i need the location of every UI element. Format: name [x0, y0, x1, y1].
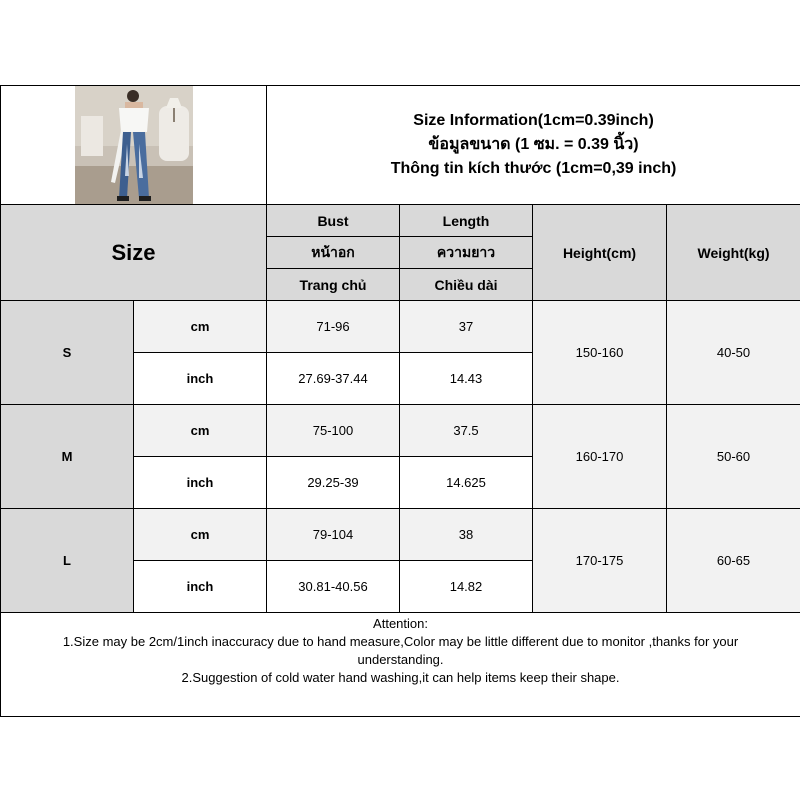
height-m: 160-170 — [533, 405, 667, 509]
size-label-m: M — [1, 405, 134, 509]
length-inch-m: 14.625 — [400, 457, 533, 509]
bust-cm-s: 71-96 — [267, 301, 400, 353]
bust-cm-l: 79-104 — [267, 509, 400, 561]
title-thai: ข้อมูลขนาด (1 ซม. = 0.39 นิ้ว) — [428, 136, 639, 153]
size-info-title — [267, 86, 800, 205]
size-label-s: S — [1, 301, 134, 405]
length-header-vi: Chiều dài — [400, 269, 533, 301]
title-english: Size Information(1cm=0.39inch) — [413, 112, 654, 129]
weight-s: 40-50 — [667, 301, 800, 405]
unit-cm: cm — [134, 509, 267, 561]
unit-cm: cm — [134, 301, 267, 353]
height-s: 150-160 — [533, 301, 667, 405]
length-cm-m: 37.5 — [400, 405, 533, 457]
length-cm-l: 38 — [400, 509, 533, 561]
length-header-th: ความยาว — [400, 237, 533, 269]
bust-inch-s: 27.69-37.44 — [267, 353, 400, 405]
size-label-l: L — [1, 509, 134, 613]
bust-header-th: หน้าอก — [267, 237, 400, 269]
bust-header-vi: Trang chủ — [267, 269, 400, 301]
bust-cm-m: 75-100 — [267, 405, 400, 457]
attention-line-2: 2.Suggestion of cold water hand washing,it can help items keep their shape. — [181, 670, 620, 685]
unit-cm: cm — [134, 405, 267, 457]
unit-inch: inch — [134, 353, 267, 405]
table-row — [1, 301, 800, 353]
size-header: Size — [1, 205, 267, 301]
weight-m: 50-60 — [667, 405, 800, 509]
table-row — [1, 405, 800, 457]
length-inch-s: 14.43 — [400, 353, 533, 405]
attention-line-1: 1.Size may be 2cm/1inch inaccuracy due to hand measure,Color may be little different due to monitor ,thanks for your understanding. — [62, 634, 739, 667]
product-photo-cell — [1, 86, 267, 205]
attention-heading: Attention: — [373, 616, 428, 631]
weight-header: Weight(kg) — [667, 205, 800, 301]
title-vietnamese: Thông tin kích thước (1cm=0,39 inch) — [390, 160, 677, 177]
length-header-en: Length — [400, 205, 533, 237]
attention-notes — [1, 613, 800, 717]
product-photo — [75, 86, 193, 204]
unit-inch: inch — [134, 457, 267, 509]
length-inch-l: 14.82 — [400, 561, 533, 613]
table-row — [1, 509, 800, 561]
bust-inch-l: 30.81-40.56 — [267, 561, 400, 613]
bust-header-en: Bust — [267, 205, 400, 237]
height-header: Height(cm) — [533, 205, 667, 301]
length-cm-s: 37 — [400, 301, 533, 353]
size-table — [0, 85, 800, 717]
weight-l: 60-65 — [667, 509, 800, 613]
height-l: 170-175 — [533, 509, 667, 613]
unit-inch: inch — [134, 561, 267, 613]
size-chart — [0, 85, 800, 717]
bust-inch-m: 29.25-39 — [267, 457, 400, 509]
